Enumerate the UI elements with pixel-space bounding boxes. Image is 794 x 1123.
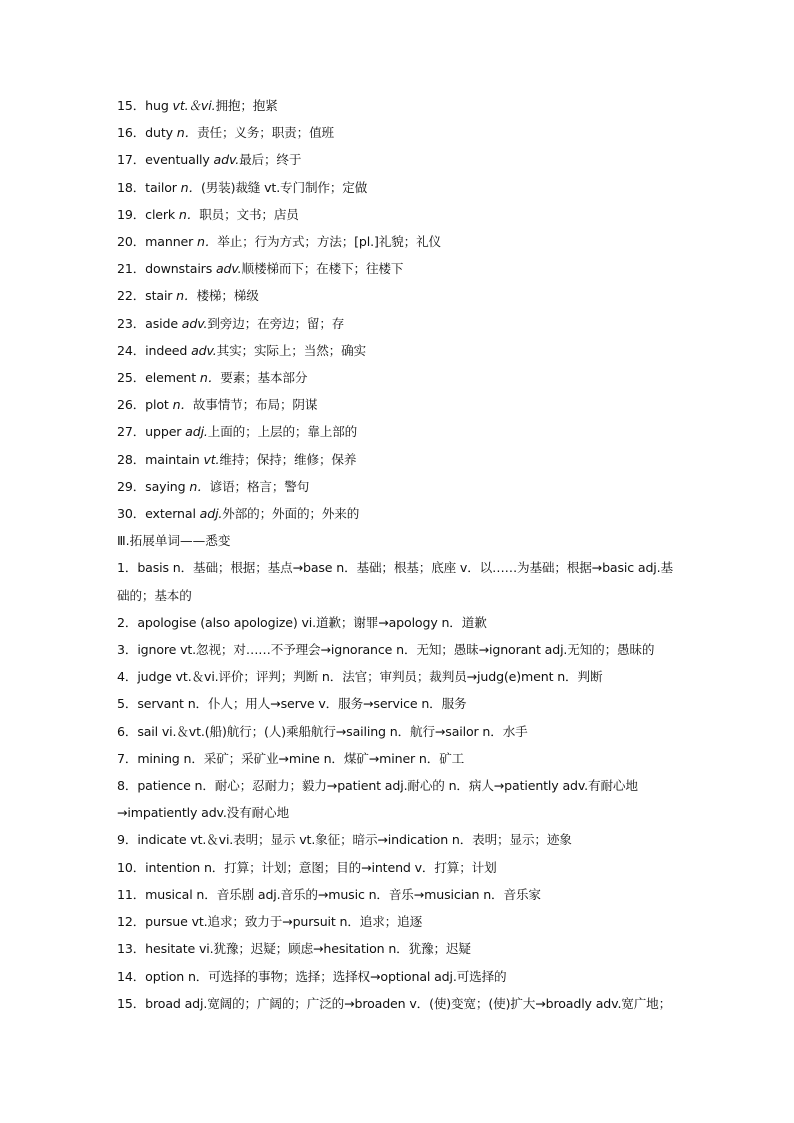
entry-number: 26．: [117, 397, 146, 413]
entry-text: musical n．音乐剧 adj.音乐的→music n．音乐→musician n．音乐家: [145, 886, 541, 902]
entry-text: option n．可选择的事物；选择；选择权→optional adj.可选择的: [145, 968, 507, 984]
entry-number: 14．: [117, 968, 146, 984]
entry-pos: n．: [176, 125, 198, 141]
entry-word: aside: [145, 315, 182, 331]
entry-text: intention n．打算；计划；意图；目的→intend v．打算；计划: [145, 859, 497, 875]
entry-number: 20．: [117, 234, 146, 250]
entry-pos: n．: [189, 478, 210, 494]
entry-word: plot: [145, 397, 173, 413]
vocabulary-entry: [117, 282, 682, 309]
entry-definition: 上面的；上层的；靠上部的: [207, 424, 358, 440]
entry-definition: 维持；保持；维修；保养: [219, 451, 357, 467]
entry-number: 11．: [117, 886, 146, 902]
entry-number: 6．: [117, 723, 138, 739]
entry-number: 23．: [117, 315, 146, 331]
entry-number: 15．: [117, 995, 146, 1011]
vocabulary-entry: [117, 228, 682, 255]
entry-text: pursue vt.追求；致力于→pursuit n．追求；追逐: [145, 914, 423, 930]
entry-pos: n．: [197, 234, 218, 250]
entry-word: manner: [145, 234, 197, 250]
vocabulary-entry: [117, 446, 682, 473]
vocabulary-entry: [117, 174, 682, 201]
document-page: [117, 92, 682, 1017]
entry-number: 28．: [117, 451, 146, 467]
entry-text: hesitate vi.犹豫；迟疑；顾虑→hesitation n．犹豫；迟疑: [145, 941, 471, 957]
vocabulary-list: [117, 92, 682, 527]
extended-entry: [117, 745, 682, 772]
entry-text: broad adj.宽阔的；广阔的；广泛的→broaden v．(使)变宽；(使)扩大→broadly adv.宽广地；: [145, 995, 672, 1011]
entry-number: 30．: [117, 506, 146, 522]
entry-number: 24．: [117, 342, 146, 358]
extended-entry: [117, 935, 682, 962]
entry-number: 2．: [117, 614, 138, 630]
entry-number: 12．: [117, 914, 146, 930]
entry-number: 29．: [117, 478, 146, 494]
entry-text: servant n．仆人；用人→serve v．服务→service n．服务: [137, 696, 467, 712]
entry-definition: 其实；实际上；当然；确实: [216, 342, 366, 358]
entry-pos: adv.: [181, 315, 208, 331]
entry-word: tailor: [145, 179, 181, 195]
entry-text: sail vi.＆vt.(船)航行；(人)乘船航行→sailing n．航行→sailor n．水手: [137, 723, 528, 739]
extended-entry: [117, 609, 682, 636]
extended-entry: [117, 854, 682, 881]
entry-definition: 举止；行为方式；方法；[pl.]礼貌；礼仪: [217, 234, 441, 250]
vocabulary-entry: [117, 92, 682, 119]
entry-number: 10．: [117, 859, 146, 875]
entry-number: 27．: [117, 424, 146, 440]
entry-number: 17．: [117, 152, 146, 168]
vocabulary-entry: [117, 500, 682, 527]
entry-pos: n．: [199, 370, 221, 386]
entry-word: element: [145, 370, 200, 386]
vocabulary-entry: [117, 418, 682, 445]
entry-text: judge vt.＆vi.评价；评判；判断 n．法官；审判员；裁判员→judg(e)ment n．判断: [137, 669, 603, 685]
entry-text: indicate vt.＆vi.表明；显示 vt.象征；暗示→indication n．表明；显示；迹象: [137, 832, 572, 848]
entry-word: downstairs: [145, 261, 216, 277]
entry-number: 5．: [117, 696, 138, 712]
entry-definition: 职员；文书；店员: [199, 206, 299, 222]
entry-text: basis n．基础；根据；基点→base n．基础；根基；底座 v．以……为基础；根据→basic adj.基础的；基本的: [117, 560, 673, 603]
entry-word: stair: [145, 288, 177, 304]
vocabulary-entry: [117, 146, 682, 173]
entry-definition: 要素；基本部分: [220, 370, 308, 386]
entry-pos: adj.: [185, 424, 208, 440]
entry-word: external: [145, 506, 200, 522]
extended-vocabulary-list: [117, 554, 682, 1016]
entry-definition: 谚语；格言；警句: [209, 478, 310, 494]
entry-definition: 顺楼梯而下；在楼下；往楼下: [241, 261, 404, 277]
entry-text: patience n．耐心；忍耐力；毅力→patient adj.耐心的 n．病人→patiently adv.有耐心地→impatiently adv.没有耐心地: [117, 778, 638, 821]
entry-pos: n．: [172, 397, 193, 413]
entry-definition: 到旁边；在旁边；留；存: [207, 315, 345, 331]
extended-entry: [117, 908, 682, 935]
entry-word: hug: [145, 98, 173, 113]
entry-number: 18．: [117, 179, 146, 195]
extended-entry: [117, 554, 682, 608]
vocabulary-entry: [117, 255, 682, 282]
entry-word: maintain: [145, 451, 204, 467]
entry-text: mining n．采矿；采矿业→mine n．煤矿→miner n．矿工: [137, 750, 465, 766]
vocabulary-entry: [117, 364, 682, 391]
extended-entry: [117, 690, 682, 717]
entry-number: 1．: [117, 560, 138, 576]
entry-pos: n．: [178, 206, 200, 222]
entry-definition: 楼梯；梯级: [196, 288, 259, 304]
entry-number: 19．: [117, 206, 146, 222]
entry-number: 13．: [117, 941, 146, 957]
extended-entry: [117, 772, 682, 826]
entry-number: 8．: [117, 778, 138, 794]
vocabulary-entry: [117, 473, 682, 500]
entry-pos: adv.: [191, 342, 217, 358]
entry-number: 21．: [117, 261, 146, 277]
entry-number: 25．: [117, 370, 146, 386]
entry-pos: n．: [180, 179, 201, 195]
entry-word: clerk: [145, 206, 179, 222]
entry-number: 4．: [117, 669, 138, 685]
vocabulary-entry: [117, 391, 682, 418]
entry-definition: (男装)裁缝 vt.专门制作；定做: [200, 179, 368, 195]
entry-word: indeed: [145, 342, 192, 358]
entry-number: 22．: [117, 288, 146, 304]
extended-entry: [117, 990, 682, 1017]
entry-word: upper: [145, 424, 186, 440]
section-heading: Ⅲ.拓展单词——悉变: [117, 533, 231, 549]
entry-definition: 最后；终于: [239, 152, 302, 168]
entry-word: saying: [145, 478, 190, 494]
extended-entry: [117, 881, 682, 908]
entry-definition: 拥抱；抱紧: [215, 98, 278, 113]
entry-pos: adj.: [199, 506, 223, 522]
extended-entry: [117, 636, 682, 663]
entry-pos: vt.＆vi.: [172, 98, 216, 113]
entry-word: duty: [145, 125, 177, 141]
vocabulary-entry: [117, 119, 682, 146]
entry-pos: vt.: [203, 451, 220, 467]
entry-word: eventually: [145, 152, 214, 168]
entry-definition: 责任；义务；职责；值班: [197, 125, 334, 141]
entry-pos: n．: [176, 288, 197, 304]
entry-pos: adv.: [215, 261, 242, 277]
vocabulary-entry: [117, 337, 682, 364]
entry-number: 15．: [117, 98, 146, 113]
extended-entry: [117, 663, 682, 690]
entry-number: 3．: [117, 642, 138, 658]
vocabulary-entry: [117, 201, 682, 228]
vocabulary-entry: [117, 310, 682, 337]
entry-text: apologise (also apologize) vi.道歉；谢罪→apology n．道歉: [137, 614, 487, 630]
entry-pos: adv.: [213, 152, 240, 168]
extended-entry: [117, 718, 682, 745]
entry-number: 9．: [117, 832, 138, 848]
entry-number: 16．: [117, 125, 146, 141]
entry-text: ignore vt.忽视；对……不予理会→ignorance n．无知；愚昧→ignorant adj.无知的；愚昧的: [137, 642, 655, 658]
entry-number: 7．: [117, 750, 138, 766]
extended-entry: [117, 826, 682, 853]
entry-definition: 外部的；外面的；外来的: [222, 506, 360, 522]
entry-definition: 故事情节；布局；阴谋: [192, 397, 318, 413]
extended-entry: [117, 963, 682, 990]
